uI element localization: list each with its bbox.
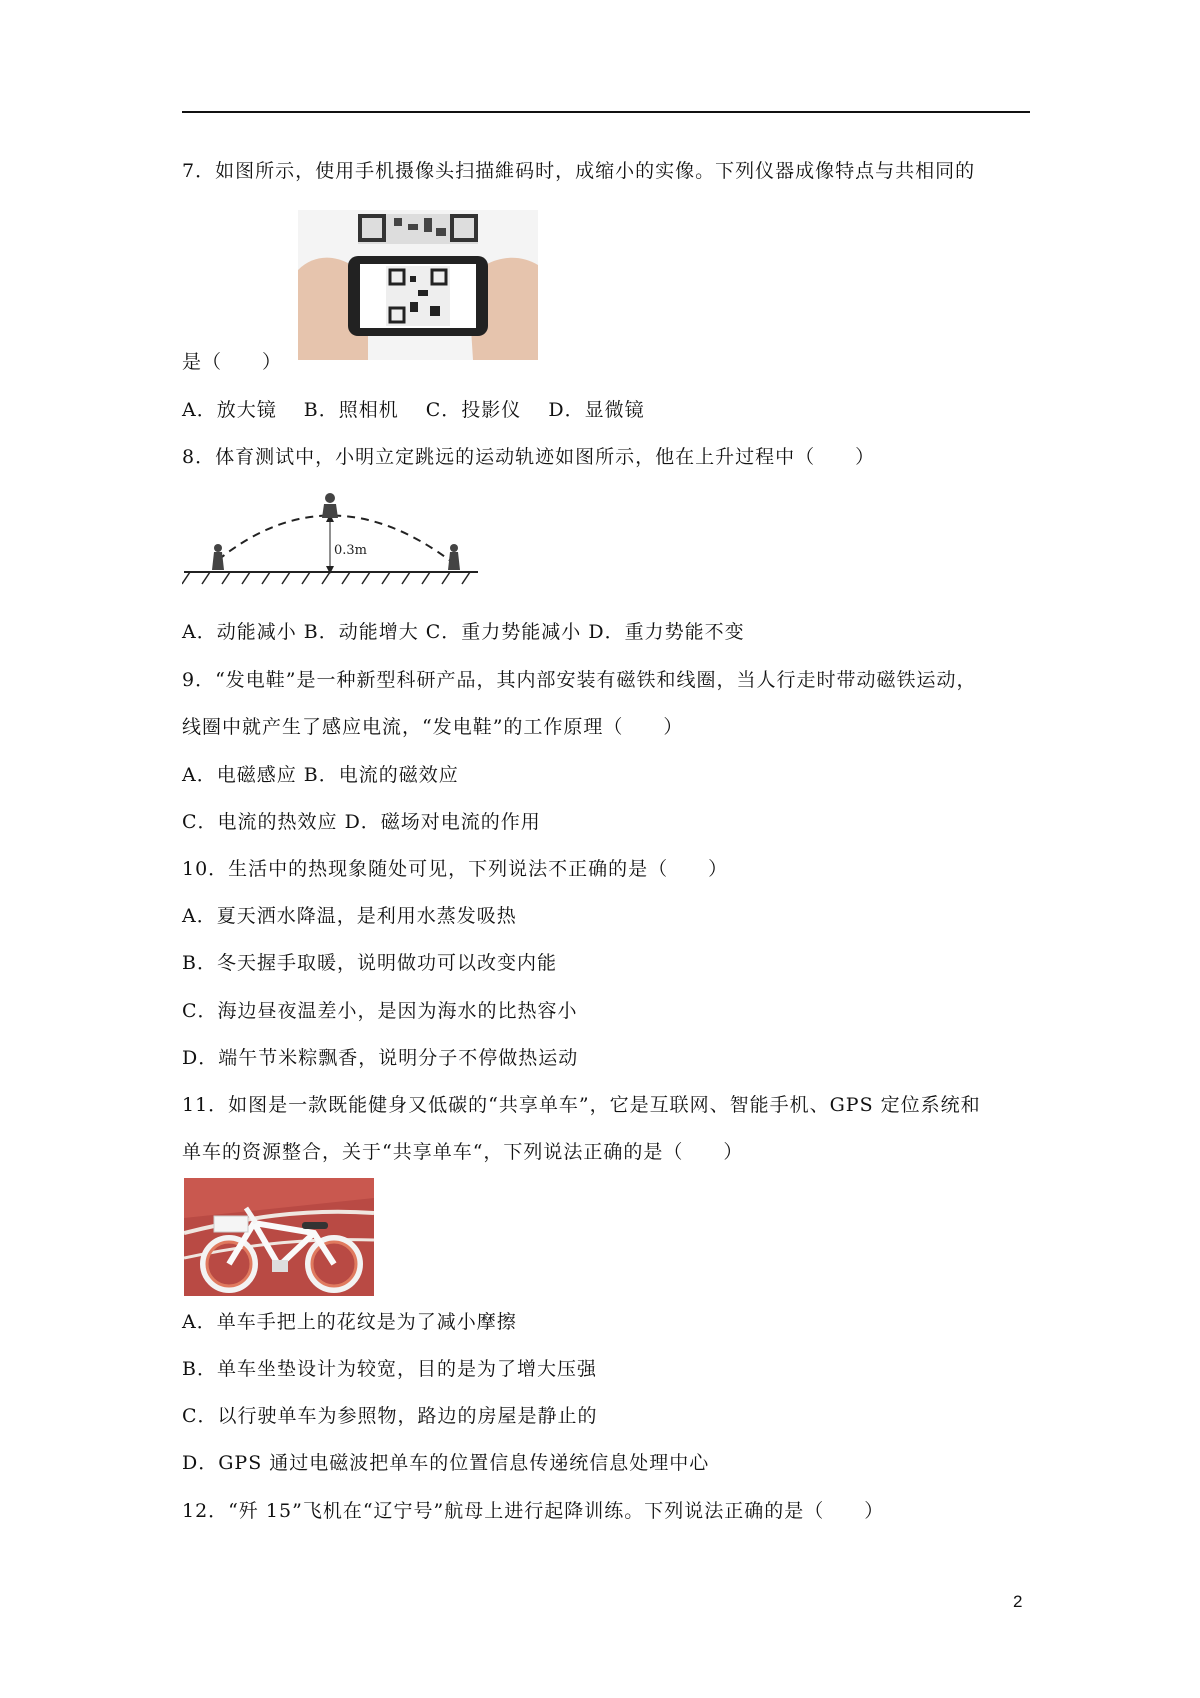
shared-bike-figure <box>184 1178 374 1296</box>
q11-stem-2: 单车的资源整合，关于“共享单车“，下列说法正确的是（ ） <box>182 1141 744 1163</box>
q9-stem-2: 线圈中就产生了感应电流，“发电鞋”的工作原理（ ） <box>182 716 684 738</box>
jumper-start-icon <box>212 544 224 570</box>
q11-stem-1: 11．如图是一款既能健身又低碳的“共享单车”，它是互联网、智能手机、GPS 定位系统和 <box>182 1094 981 1116</box>
q9-options-1: A．电磁感应 B．电流的磁效应 <box>182 764 459 786</box>
height-label: 0.3m <box>334 543 368 558</box>
q11-option-c: C．以行驶单车为参照物，路边的房屋是静止的 <box>182 1405 598 1427</box>
q12-stem: 12．“歼 15”飞机在“辽宁号”航母上进行起降训练。下列说法正确的是（ ） <box>182 1500 885 1522</box>
jumper-peak-icon <box>322 493 338 518</box>
q8-stem: 8．体育测试中，小明立定跳远的运动轨迹如图所示，他在上升过程中（ ） <box>182 446 876 468</box>
q11-option-d: D．GPS 通过电磁波把单车的位置信息传递统信息处理中心 <box>182 1452 710 1474</box>
qr-code-icon <box>358 214 478 244</box>
q7-options: A．放大镜 B．照相机 C．投影仪 D．显微镜 <box>182 399 645 421</box>
qr-scan-figure <box>298 210 538 360</box>
jump-trajectory-figure <box>182 490 482 590</box>
q10-option-c: C．海边昼夜温差小，是因为海水的比热容小 <box>182 1000 578 1022</box>
q11-option-a: A．单车手把上的花纹是为了减小摩擦 <box>182 1311 517 1333</box>
q9-stem-1: 9．“发电鞋”是一种新型科研产品，其内部安装有磁铁和线圈，当人行走时带动磁铁运动， <box>182 669 977 691</box>
q10-option-b: B．冬天握手取暖，说明做功可以改变内能 <box>182 952 557 974</box>
header-rule <box>182 111 1030 113</box>
q11-option-b: B．单车坐垫设计为较宽，目的是为了增大压强 <box>182 1358 597 1380</box>
q9-options-2: C．电流的热效应 D．磁场对电流的作用 <box>182 811 541 833</box>
q7-stem: 7．如图所示，使用手机摄像头扫描維码时，成缩小的实像。下列仪器成像特点与共相同的 <box>182 160 976 182</box>
q10-option-d: D．端午节米粽飘香，说明分子不停做热运动 <box>182 1047 579 1069</box>
q7-stem-end: 是（ ） <box>182 351 283 373</box>
q8-options: A．动能减小 B．动能增大 C．重力势能减小 D．重力势能不变 <box>182 621 745 643</box>
page-number: 2 <box>1013 1592 1023 1611</box>
jumper-landing-icon <box>448 544 460 570</box>
q10-option-a: A．夏天洒水降温，是利用水蒸发吸热 <box>182 905 517 927</box>
q10-stem: 10．生活中的热现象随处可见，下列说法不正确的是（ ） <box>182 858 729 880</box>
